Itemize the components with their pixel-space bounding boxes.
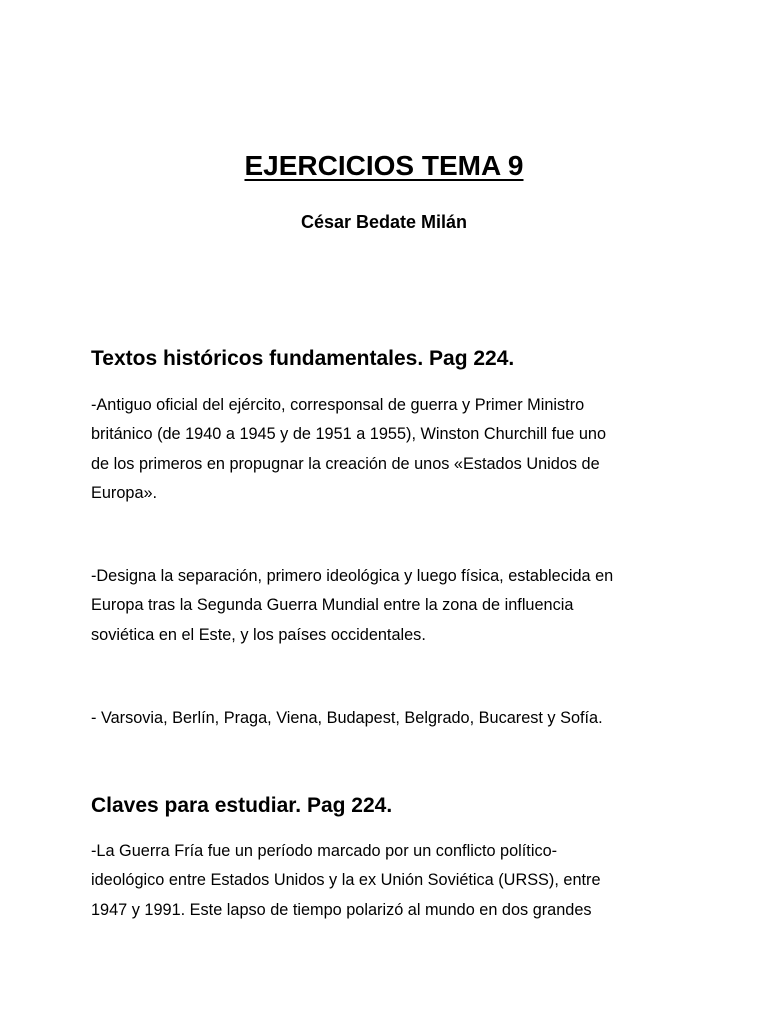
document-title: EJERCICIOS TEMA 9 [244,150,524,181]
document-author: César Bedate Milán [300,212,468,232]
paragraph-line: británico (de 1940 a 1945 y de 1951 a 1955), Winston Churchill fue uno [91,425,607,444]
paragraph-line: Europa». [91,483,158,502]
paragraph-line: ideológico entre Estados Unidos y la ex Unión Soviética (URSS), entre [91,871,601,890]
paragraph-guerra-fria [91,837,691,925]
paragraph-line: -Designa la separación, primero ideológica y luego física, establecida en [91,567,614,585]
paragraph-churchill [91,391,691,508]
paragraph-line: - Varsovia, Berlín, Praga, Viena, Budapest, Belgrado, Bucarest y Sofía. [91,709,603,727]
paragraph-ciudades [91,704,691,733]
paragraph-line: Europa tras la Segunda Guerra Mundial entre la zona de influencia [91,596,574,615]
paragraph-line: -La Guerra Fría fue un período marcado por un conflicto político- [91,842,558,860]
paragraph-line: -Antiguo oficial del ejército, corresponsal de guerra y Primer Ministro [91,396,585,414]
section-heading-claves-para-estudiar: Claves para estudiar. Pag 224. [91,794,393,817]
paragraph-line: 1947 y 1991. Este lapso de tiempo polarizó al mundo en dos grandes [91,900,592,919]
paragraph-line: soviética en el Este, y los países occidentales. [91,625,426,644]
section-heading-textos-historicos: Textos históricos fundamentales. Pag 224. [91,347,515,370]
paragraph-telon-de-acero [91,562,691,650]
paragraph-line: de los primeros en propugnar la creación de unos «Estados Unidos de [91,454,600,473]
